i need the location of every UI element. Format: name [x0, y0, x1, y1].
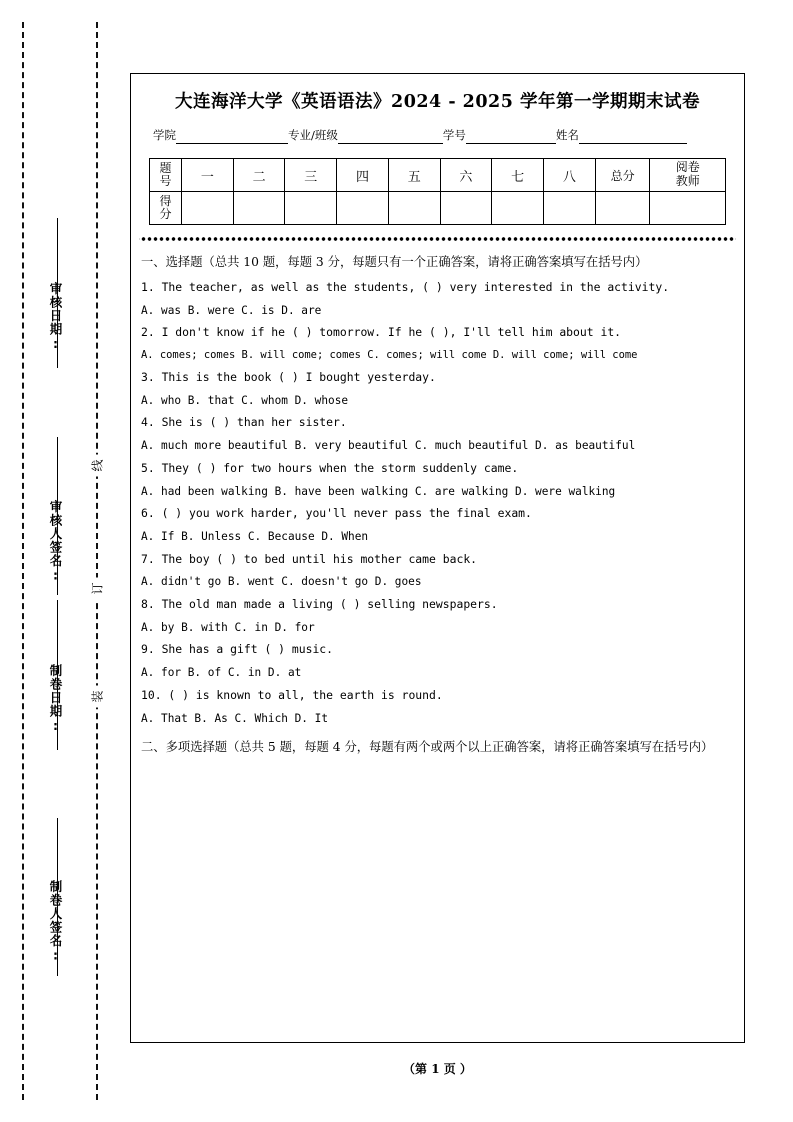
vertical-rule-3 [57, 600, 58, 750]
identity-field-college [153, 127, 288, 144]
page-footer: （第 1 页 ） [403, 1062, 472, 1076]
binding-dashed-line-inner [96, 22, 98, 1100]
score-column-total: 总分 [595, 159, 650, 192]
grader-label-top: 阅卷 [675, 160, 700, 175]
score-column-1: 一 [182, 159, 234, 192]
score-cell-3[interactable] [285, 192, 337, 225]
identity-label-college: 学院 [153, 128, 176, 142]
question-4-options[interactable]: A. much more beautiful B. very beautiful C. much beautiful D. as beautiful [141, 439, 636, 453]
exam-page-box [130, 73, 745, 1043]
question-9-stem: 9. She has a gift ( ) music. [141, 642, 334, 657]
score-cell-8[interactable] [543, 192, 595, 225]
question-6-options[interactable]: A. If B. Unless C. Because D. When [141, 530, 369, 543]
score-table-row-label-score [150, 192, 182, 225]
score-column-6: 六 [440, 159, 492, 192]
score-column-7: 七 [492, 159, 544, 192]
row-label-question-bottom: 号 [159, 174, 172, 188]
binding-mark-bind: 装 [87, 686, 108, 708]
vertical-label-reviewer-signature: 审核人签名: [48, 500, 63, 584]
question-8-stem: 8. The old man made a living ( ) selling newspapers. [141, 596, 498, 611]
binding-margin [0, 0, 125, 1122]
row-label-score-top: 得 [159, 194, 172, 209]
question-3-options[interactable]: A. who B. that C. whom D. whose [141, 393, 349, 407]
section-2-heading: 二、多项选择题（总共 5 题，每题 4 分，每题有两个或两个以上正确答案，请将正确答案填写在括号内） [141, 740, 714, 755]
identity-input-major-class[interactable] [338, 130, 443, 144]
vertical-rule-4 [57, 818, 58, 976]
grader-label-bottom: 教师 [675, 174, 700, 188]
question-2-stem: 2. I don't know if he ( ) tomorrow. If he ( ), I'll tell him about it. [141, 325, 622, 340]
score-table-row-label-question-number [150, 159, 182, 192]
question-8-options[interactable]: A. by B. with C. in D. for [141, 620, 315, 634]
identity-input-college[interactable] [176, 130, 288, 144]
score-table-header-row [150, 159, 726, 192]
question-6-stem: 6. ( ) you work harder, you'll never pass the final exam. [141, 506, 532, 521]
score-cell-7[interactable] [492, 192, 544, 225]
question-1-stem: 1. The teacher, as well as the students, ( ) very interested in the activity. [141, 279, 670, 294]
identity-field-student-id [443, 127, 556, 144]
question-7-options[interactable]: A. didn't go B. went C. doesn't go D. goes [141, 575, 422, 589]
score-column-5: 五 [388, 159, 440, 192]
identity-input-student-id[interactable] [466, 130, 556, 144]
score-column-grader [650, 159, 726, 192]
score-cell-2[interactable] [233, 192, 285, 225]
binding-mark-line: 线 [87, 455, 108, 477]
identity-fields-row [153, 127, 732, 144]
identity-input-name[interactable] [579, 130, 687, 144]
question-3-stem: 3. This is the book ( ) I bought yesterday. [141, 369, 436, 384]
score-cell-total[interactable] [595, 192, 650, 225]
identity-label-major-class: 专业/班级 [288, 128, 338, 142]
vertical-label-review-date: 审核日期: [48, 282, 63, 352]
score-cell-1[interactable] [182, 192, 234, 225]
identity-field-major-class [288, 127, 443, 144]
row-label-question-top: 题 [159, 161, 172, 176]
section-1-heading: 一、选择题（总共 10 题，每题 3 分，每题只有一个正确答案，请将正确答案填写在括号内） [141, 255, 648, 269]
question-10-options[interactable]: A. That B. As C. Which D. It [141, 711, 329, 725]
question-9-options[interactable]: A. for B. of C. in D. at [141, 666, 302, 680]
score-table-value-row [150, 192, 726, 225]
score-cell-5[interactable] [388, 192, 440, 225]
row-label-score-bottom: 分 [159, 207, 172, 221]
question-2-options[interactable]: A. comes; comes B. will come; comes C. comes; will come D. will come; will come [141, 349, 638, 362]
vertical-label-paper-author-signature: 制卷人签名: [48, 880, 63, 964]
question-7-stem: 7. The boy ( ) to bed until his mother came back. [141, 551, 478, 566]
binding-vertical-labels [18, 0, 64, 1122]
identity-label-name: 姓名 [555, 128, 579, 142]
score-cell-4[interactable] [337, 192, 389, 225]
score-column-3: 三 [285, 159, 337, 192]
score-column-4: 四 [337, 159, 389, 192]
question-1-options[interactable]: A. was B. were C. is D. are [141, 303, 322, 317]
score-cell-6[interactable] [440, 192, 492, 225]
score-table [149, 158, 726, 225]
binding-mark-staple: 订 [87, 578, 108, 600]
question-5-stem: 5. They ( ) for two hours when the storm suddenly came. [141, 460, 519, 475]
identity-field-name [556, 127, 687, 144]
exam-body [131, 241, 744, 757]
question-10-stem: 10. ( ) is known to all, the earth is round. [141, 687, 443, 702]
page-title: 大连海洋大学《英语语法》2024 - 2025 学年第一学期期末试卷 [175, 92, 700, 112]
score-column-8: 八 [543, 159, 595, 192]
score-cell-grader[interactable] [650, 192, 726, 225]
vertical-rule-2 [57, 437, 58, 595]
score-column-2: 二 [233, 159, 285, 192]
vertical-rule-1 [57, 218, 58, 368]
question-4-stem: 4. She is ( ) than her sister. [141, 415, 347, 430]
vertical-label-paper-date: 制卷日期: [48, 664, 63, 734]
question-5-options[interactable]: A. had been walking B. have been walking C. are walking D. were walking [141, 484, 616, 498]
identity-label-student-id: 学号 [442, 128, 466, 142]
